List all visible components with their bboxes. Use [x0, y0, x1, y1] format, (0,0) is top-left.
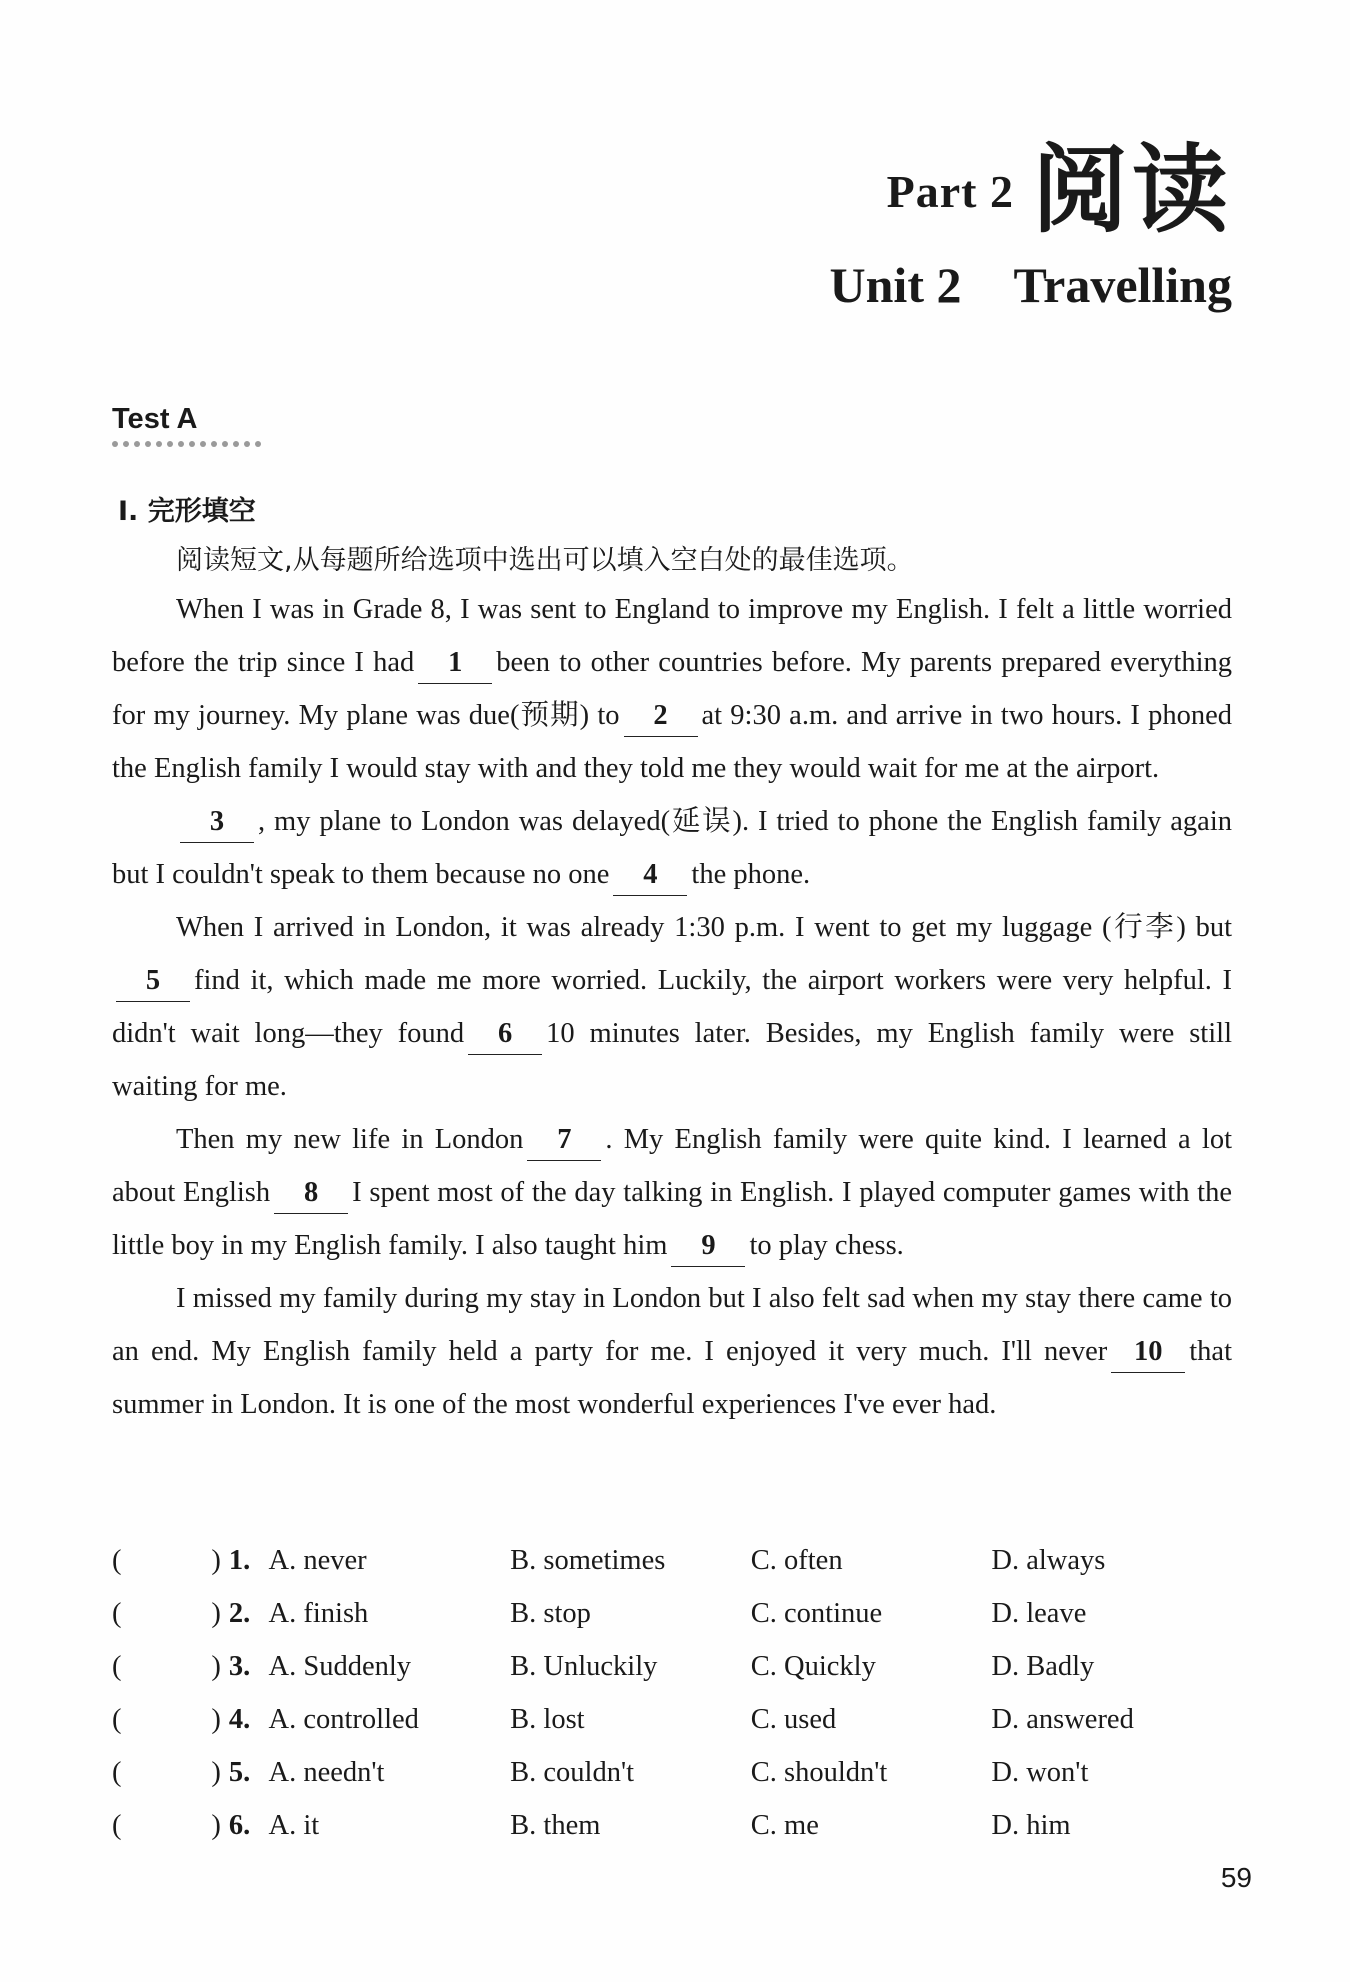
option-d: D. answered: [991, 1703, 1134, 1735]
option-b: B. Unluckily: [510, 1650, 658, 1682]
cloze-passage: [112, 583, 1232, 1431]
question-row: [112, 1534, 1232, 1587]
answer-bracket[interactable]: ( ): [112, 1703, 221, 1735]
passage-text: Then my new life in London: [176, 1124, 524, 1155]
passage-text: I missed my family during my stay in London but I also felt sad when my stay there came to an end. My English family held a party for me. I enjoyed it very much. I'll never: [112, 1283, 1232, 1367]
option-c: C. Quickly: [750, 1650, 876, 1682]
blank-8: 8: [274, 1173, 348, 1214]
passage-text: I spent most of the day talking in English. I played computer games with the little boy in my English family. I also taught him: [112, 1177, 1233, 1261]
passage-text: , my plane to London was delayed(延误). I tried to phone the English family again but I couldn't speak to them because no one: [112, 806, 1232, 890]
paragraph-3: [112, 901, 1232, 1113]
passage-text: . My English family were quite kind. I learned a lot about English: [112, 1124, 1233, 1208]
question-row: [112, 1799, 1232, 1852]
option-c: C. often: [750, 1544, 843, 1576]
option-a: A. finish: [268, 1597, 369, 1629]
option-c: C. continue: [750, 1597, 883, 1629]
answer-bracket[interactable]: ( ): [112, 1756, 221, 1788]
question-options: [112, 1534, 1232, 1852]
section-instruction: 阅读短文,从每题所给选项中选出可以填入空白处的最佳选项。: [176, 545, 914, 576]
part-chinese-title: 阅读: [1032, 134, 1232, 246]
option-b: B. stop: [510, 1597, 591, 1629]
passage-text: find it, which made me more worried. Luckily, the airport workers were very helpful. I didn't wait long—they found: [112, 965, 1232, 1049]
option-a: A. needn't: [268, 1756, 385, 1788]
option-a: A. controlled: [268, 1703, 419, 1735]
option-d: D. Badly: [991, 1650, 1095, 1682]
option-c: C. shouldn't: [750, 1756, 888, 1788]
passage-text: that summer in London. It is one of the most wonderful experiences I've ever had.: [112, 1336, 1232, 1420]
option-b: B. them: [510, 1809, 601, 1841]
unit-title: Travelling: [1013, 257, 1232, 313]
blank-6: 6: [468, 1014, 542, 1055]
option-b: B. couldn't: [510, 1756, 635, 1788]
answer-bracket[interactable]: ( ): [112, 1597, 221, 1629]
option-b: B. lost: [510, 1703, 585, 1735]
unit-label: Unit 2: [829, 257, 962, 313]
passage-text: been to other countries before. My parents prepared everything for my journey. My plane was due(预期) to: [112, 647, 1232, 731]
option-c: C. me: [750, 1809, 819, 1841]
option-a: A. never: [268, 1544, 367, 1576]
blank-5: 5: [116, 961, 190, 1002]
blank-2: 2: [624, 696, 698, 737]
blank-10: 10: [1111, 1332, 1185, 1373]
option-d: D. him: [991, 1809, 1071, 1841]
question-row: [112, 1693, 1232, 1746]
question-number: 6.: [228, 1809, 251, 1841]
chapter-heading: [829, 134, 1232, 314]
test-title: Test A: [112, 403, 198, 435]
blank-9: 9: [671, 1226, 745, 1267]
page-number: 59: [1220, 1862, 1252, 1893]
passage-text: at 9:30 a.m. and arrive in two hours. I phoned the English family I would stay with and they told me they would wait for me at the airport.: [112, 700, 1232, 784]
part-label: Part 2: [886, 166, 1014, 217]
paragraph-2: [112, 795, 1232, 901]
passage-text: 10 minutes later. Besides, my English family were still waiting for me.: [112, 1018, 1232, 1102]
unit-line: [830, 256, 1232, 314]
paragraph-4: [112, 1113, 1232, 1272]
passage-text: to play chess.: [749, 1230, 904, 1261]
blank-7: 7: [527, 1120, 601, 1161]
part-line: [830, 134, 1232, 246]
question-row: [112, 1587, 1232, 1640]
answer-bracket[interactable]: ( ): [112, 1544, 221, 1576]
option-d: D. leave: [991, 1597, 1087, 1629]
question-row: [112, 1640, 1232, 1693]
question-number: 1.: [228, 1544, 251, 1576]
option-b: B. sometimes: [510, 1544, 666, 1576]
question-number: 2.: [228, 1597, 251, 1629]
answer-bracket[interactable]: ( ): [112, 1650, 221, 1682]
section-title: Ⅰ. 完形填空: [118, 496, 256, 527]
question-row: [112, 1746, 1232, 1799]
passage-text: When I arrived in London, it was already 1:30 p.m. I went to get my luggage (行李) but: [176, 912, 1232, 943]
passage-text: the phone.: [691, 859, 811, 890]
blank-4: 4: [613, 855, 687, 896]
option-a: A. Suddenly: [268, 1650, 412, 1682]
question-number: 5.: [228, 1756, 251, 1788]
option-c: C. used: [750, 1703, 837, 1735]
answer-bracket[interactable]: ( ): [112, 1809, 221, 1841]
paragraph-5: [112, 1272, 1232, 1431]
question-number: 3.: [228, 1650, 251, 1682]
blank-1: 1: [418, 643, 492, 684]
blank-3: 3: [180, 802, 254, 843]
option-d: D. always: [991, 1544, 1106, 1576]
passage-text: When I was in Grade 8, I was sent to England to improve my English. I felt a little worried before the trip since I had: [112, 594, 1232, 678]
option-a: A. it: [268, 1809, 320, 1841]
dotted-underline: [112, 441, 261, 447]
paragraph-1: [112, 583, 1232, 795]
option-d: D. won't: [991, 1756, 1089, 1788]
question-number: 4.: [228, 1703, 251, 1735]
